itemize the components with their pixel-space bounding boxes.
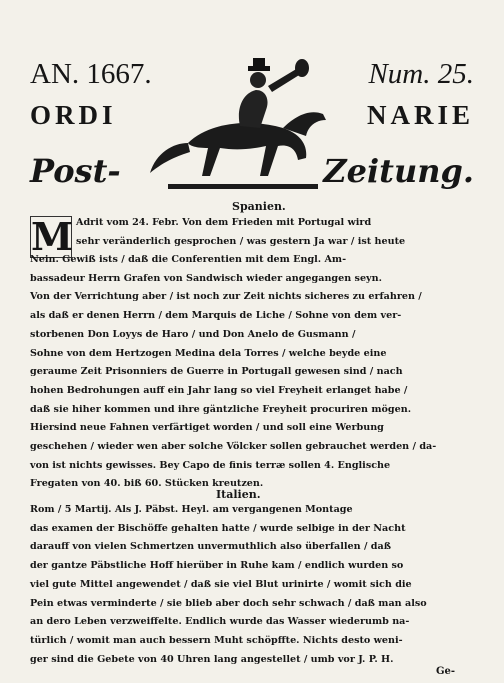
title-left-word: ORDI xyxy=(30,100,117,130)
spain-body xyxy=(30,251,470,494)
text-line: hohen Bedrohungen auff ein Jahr lang so viel Freyheit erlanget habe / xyxy=(30,384,408,396)
text-line: geraume Zeit Prisonniers de Guerre in Portugall gewesen sind / nach xyxy=(30,366,403,378)
text-line: Von der Verrichtung aber / ist noch zur Zeit nichts sicheres zu erfahren / xyxy=(30,291,422,303)
catchword: Ge- xyxy=(436,666,456,677)
text-line: daß sie hiher kommen und ihre gäntzliche Freyheit procuriren mögen. xyxy=(30,403,412,415)
text-line: geschehen / wieder wen aber solche Völcker sollen gebrauchet werden / da- xyxy=(30,441,437,453)
issue-year: AN. 1667. xyxy=(30,58,152,90)
text-line: Nein. Gewiß ists / daß die Conferentien mit dem Engl. Am- xyxy=(30,254,347,265)
issue-number: Num. 25. xyxy=(368,58,474,90)
drop-cap-initial: M xyxy=(31,214,74,259)
text-line: ger sind die Gebete von 40 Uhren lang angestellet / umb vor J. P. H. xyxy=(30,653,394,665)
text-line: Adrit vom 24. Febr. Von dem Frieden mit Portugal wird xyxy=(76,217,372,228)
text-line: Sohne von dem Hertzogen Medina dela Torres / welche beyde eine xyxy=(30,347,387,359)
text-line: viel gute Mittel angewendet / daß sie viel Blut urinirte / womit sich die xyxy=(30,578,412,590)
post-rider-icon xyxy=(148,48,334,198)
text-line: türlich / womit man auch bessern Muht schöpffte. Nichts desto weni- xyxy=(30,634,403,646)
text-line: Pein etwas verminderte / sie blieb aber doch sehr schwach / daß man also xyxy=(30,597,427,609)
text-line: Hiersind neue Fahnen verfärtiget worden / und soll eine Werbung xyxy=(30,422,384,434)
spain-first-lines xyxy=(76,214,472,251)
text-line: von ist nichts gewisses. Bey Capo de finis terræ sollen 4. Englische xyxy=(30,459,391,471)
text-line: an dero Leben verzweiffelte. Endlich wurde das Wasser wiederumb na- xyxy=(30,616,410,628)
title-zeitung: Zeitung. xyxy=(323,152,474,190)
text-line: der gantze Päbstliche Hoff hierüber in Ruhe kam / endlich wurden so xyxy=(30,560,404,572)
text-line: storbenen Don Loyys de Haro / und Don Anelo de Gusmann / xyxy=(30,328,356,340)
text-line: Rom / 5 Martij. Als J. Päbst. Heyl. am vergangenen Montage xyxy=(30,504,353,515)
section-title-spain: Spanien. xyxy=(232,200,286,213)
text-line: Fregaten von 40. biß 60. Stücken kreutzen. xyxy=(30,478,264,490)
text-line: das examen der Bischöffe gehalten hatte / wurde selbige in der Nacht xyxy=(30,522,406,534)
text-line: darauff von vielen Schmertzen unvermuthlich also überfallen / daß xyxy=(30,541,392,553)
title-right-word: NARIE xyxy=(366,100,474,130)
text-line: sehr veränderlich gesprochen / was gestern Ja war / ist heute xyxy=(76,235,406,247)
section-title-italy: Italien. xyxy=(216,488,261,501)
text-line: als daß er denen Herrn / dem Marquis de Liche / Sohne von dem ver- xyxy=(30,310,402,322)
italy-body xyxy=(30,501,470,669)
title-post: Post- xyxy=(30,152,121,190)
text-line: bassadeur Herrn Grafen von Sandwisch wieder angegangen seyn. xyxy=(30,272,382,284)
